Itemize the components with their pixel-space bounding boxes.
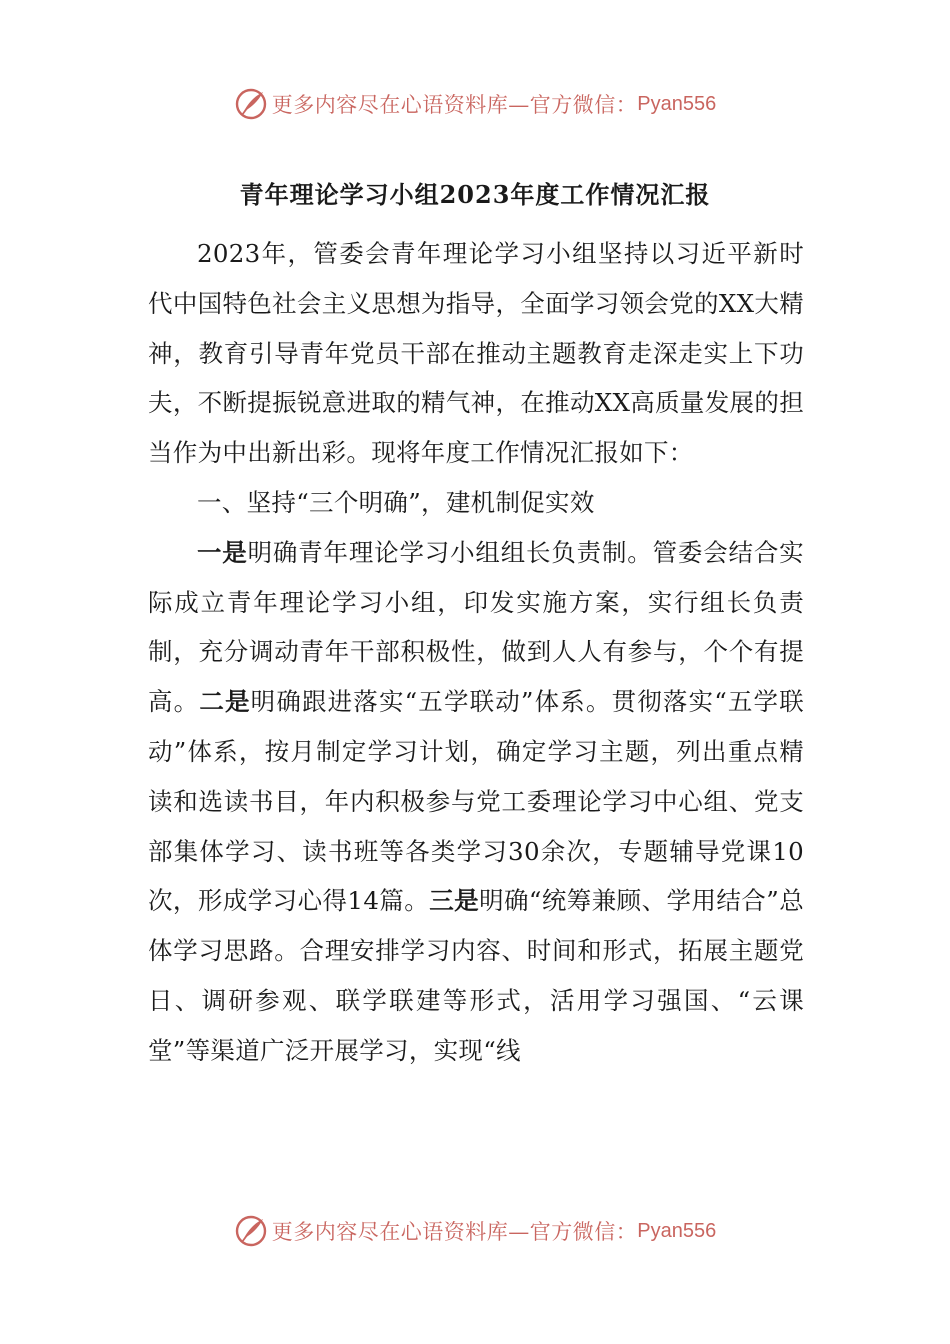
point-2-text: 明确跟进落实“五学联动”体系。贯彻落实“五学联动”体系，按月制定学习计划，确定学习主题，列出重点精读和选读书目，年内积极参与党工委理论学习中心组、党支部集体学习、读书班等各类学习30余次，专题辅导党课10次，形成学习心得14篇。 <box>148 687 804 916</box>
watermark-wechat-id: Pyan556 <box>637 92 717 115</box>
point-3-lead: 三是 <box>429 886 480 916</box>
section-heading-1: 一、坚持“三个明确”，建机制促实效 <box>197 487 595 517</box>
point-1-text: 明确青年理论学习小组组长负责制。管委会结合实际成立青年理论学习小组，印发实施方案，实行组长负责制，充分调动青年干部积极性，做到人人有参与，个个有提高。 <box>148 537 804 717</box>
quill-logo-icon <box>234 87 268 121</box>
point-1-lead: 一是 <box>197 537 248 567</box>
footer-watermark <box>0 1211 950 1251</box>
document-title: 青年理论学习小组2023年度工作情况汇报 <box>239 180 711 209</box>
document-body <box>148 229 804 1076</box>
watermark-wechat-id: Pyan556 <box>637 1219 717 1242</box>
watermark-text: 更多内容尽在心语资料库—官方微信： <box>271 93 638 117</box>
header-watermark <box>0 84 950 124</box>
quill-logo-icon <box>234 1214 268 1248</box>
point-2-lead: 二是 <box>199 687 251 717</box>
section-1-paragraph <box>148 528 804 1076</box>
watermark-text: 更多内容尽在心语资料库—官方微信： <box>271 1220 638 1244</box>
intro-paragraph: 2023年，管委会青年理论学习小组坚持以习近平新时代中国特色社会主义思想为指导，全面学习领会党的XX大精神，教育引导青年党员干部在推动主题教育走深走实上下功夫，不断提振锐意进取的精气神，在推动XX高质量发展的担当作为中出新出彩。现将年度工作情况汇报如下： <box>148 239 804 468</box>
point-3-text: 明确“统筹兼顾、学用结合”总体学习思路。合理安排学习内容、时间和形式，拓展主题党日、调研参观、联学联建等形式，活用学习强国、“云课堂”等渠道广泛开展学习，实现“线 <box>148 886 804 1065</box>
